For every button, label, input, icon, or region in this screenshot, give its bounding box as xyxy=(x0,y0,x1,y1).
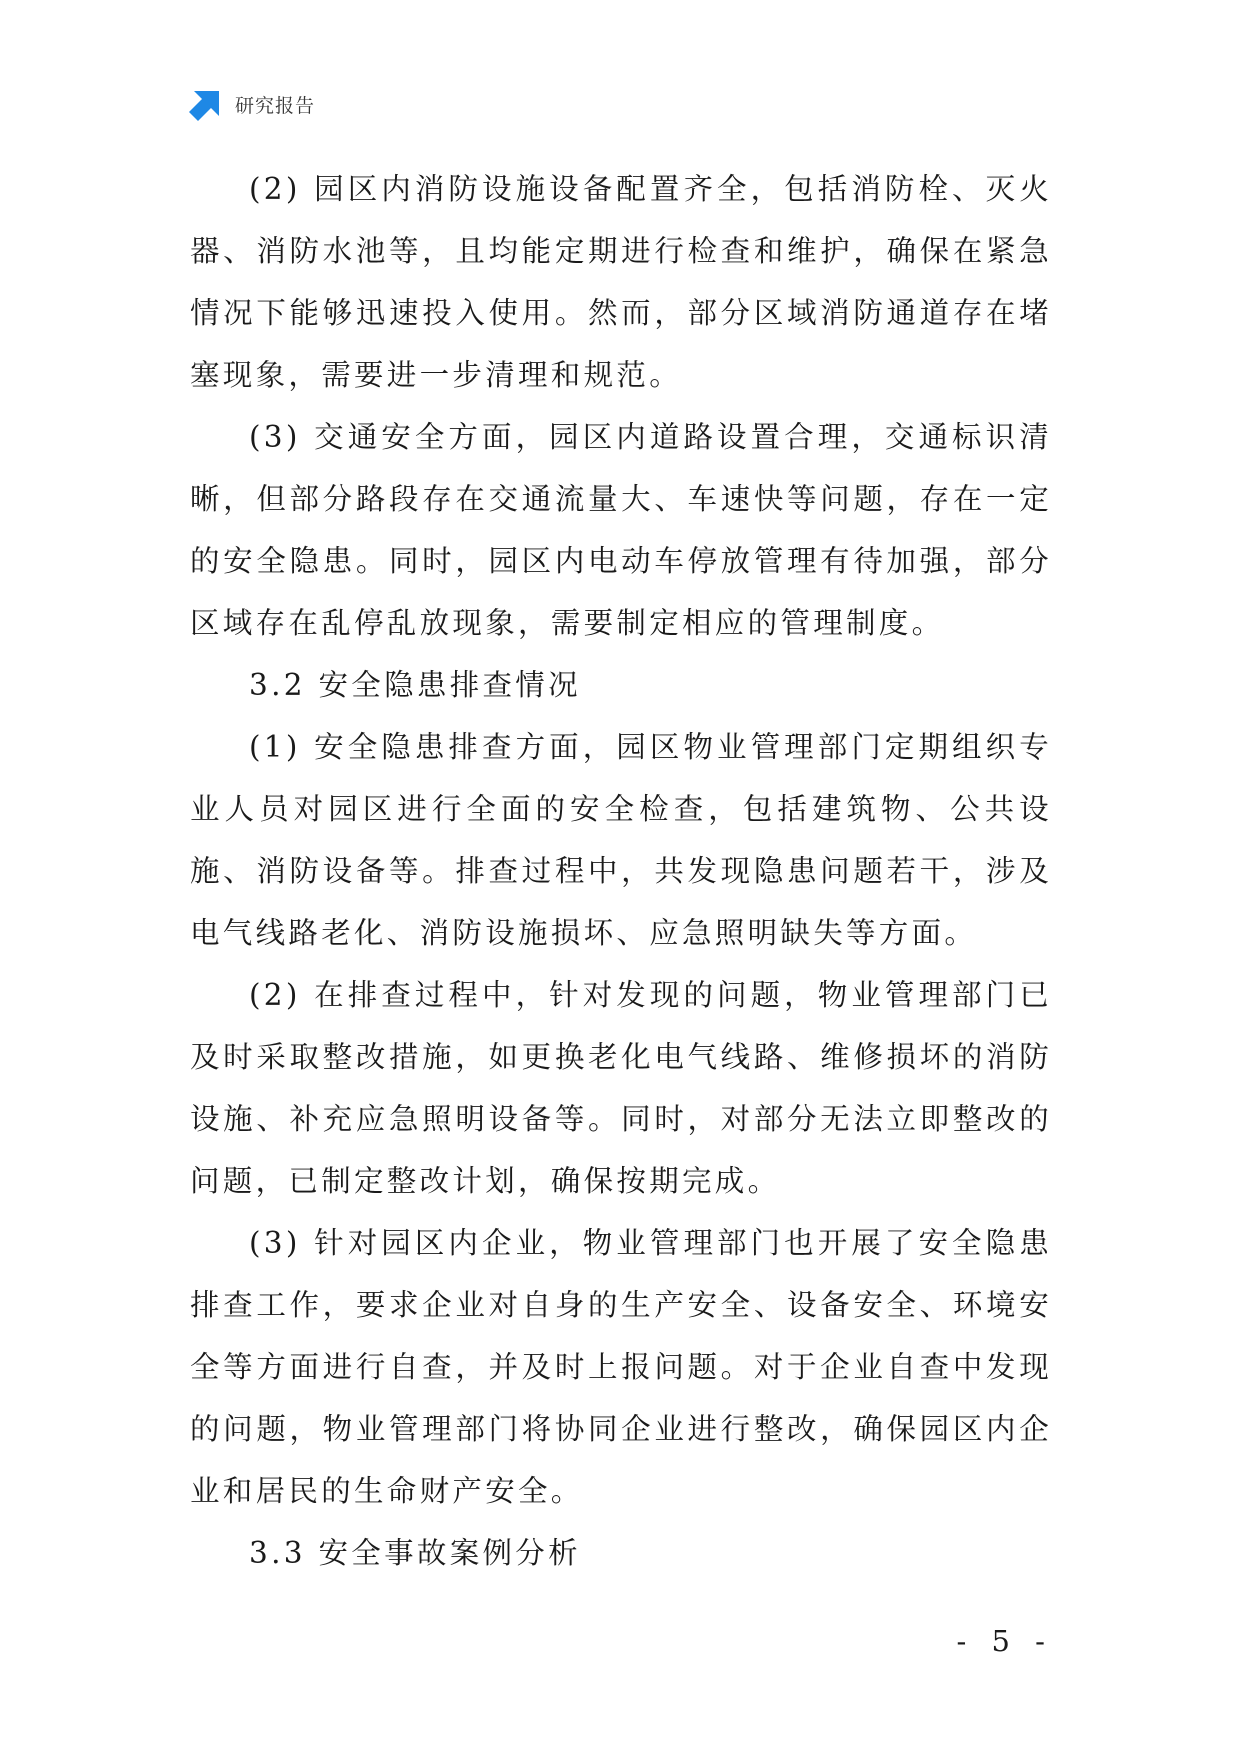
paragraph-traffic-safety: (3) 交通安全方面，园区内道路设置合理，交通标识清晰，但部分路段存在交通流量大、车速快等问题，存在一定的安全隐患。同时，园区内电动车停放管理有待加强，部分区域存在乱停乱放现象，需要制定相应的管理制度。 xyxy=(190,420,1052,640)
section-heading-3-3: 3.3 安全事故案例分析 xyxy=(249,1536,581,1570)
section-heading-3-2: 3.2 安全隐患排查情况 xyxy=(249,668,581,702)
paragraph-rectification: (2) 在排查过程中，针对发现的问题，物业管理部门已及时采取整改措施，如更换老化电气线路、维修损坏的消防设施、补充应急照明设备等。同时，对部分无法立即整改的问题，已制定整改计划，确保按期完成。 xyxy=(190,978,1052,1198)
paragraph-hazard-inspection: (1) 安全隐患排查方面，园区物业管理部门定期组织专业人员对园区进行全面的安全检查，包括建筑物、公共设施、消防设备等。排查过程中，共发现隐患问题若干，涉及电气线路老化、消防设施损坏、应急照明缺失等方面。 xyxy=(190,730,1052,950)
page-number: - 5 - xyxy=(956,1624,1053,1658)
header-title: 研究报告 xyxy=(235,94,316,117)
arrow-logo-icon xyxy=(189,87,223,121)
paragraph-enterprise-inspection: (3) 针对园区内企业，物业管理部门也开展了安全隐患排查工作，要求企业对自身的生产安全、设备安全、环境安全等方面进行自查，并及时上报问题。对于企业自查中发现的问题，物业管理部门将协同企业进行整改，确保园区内企业和居民的生命财产安全。 xyxy=(190,1226,1052,1508)
document-body xyxy=(190,158,1052,1584)
report-header xyxy=(189,86,315,122)
paragraph-fire-facilities: (2) 园区内消防设施设备配置齐全，包括消防栓、灭火器、消防水池等，且均能定期进行检查和维护，确保在紧急情况下能够迅速投入使用。然而，部分区域消防通道存在堵塞现象，需要进一步清理和规范。 xyxy=(190,172,1052,392)
